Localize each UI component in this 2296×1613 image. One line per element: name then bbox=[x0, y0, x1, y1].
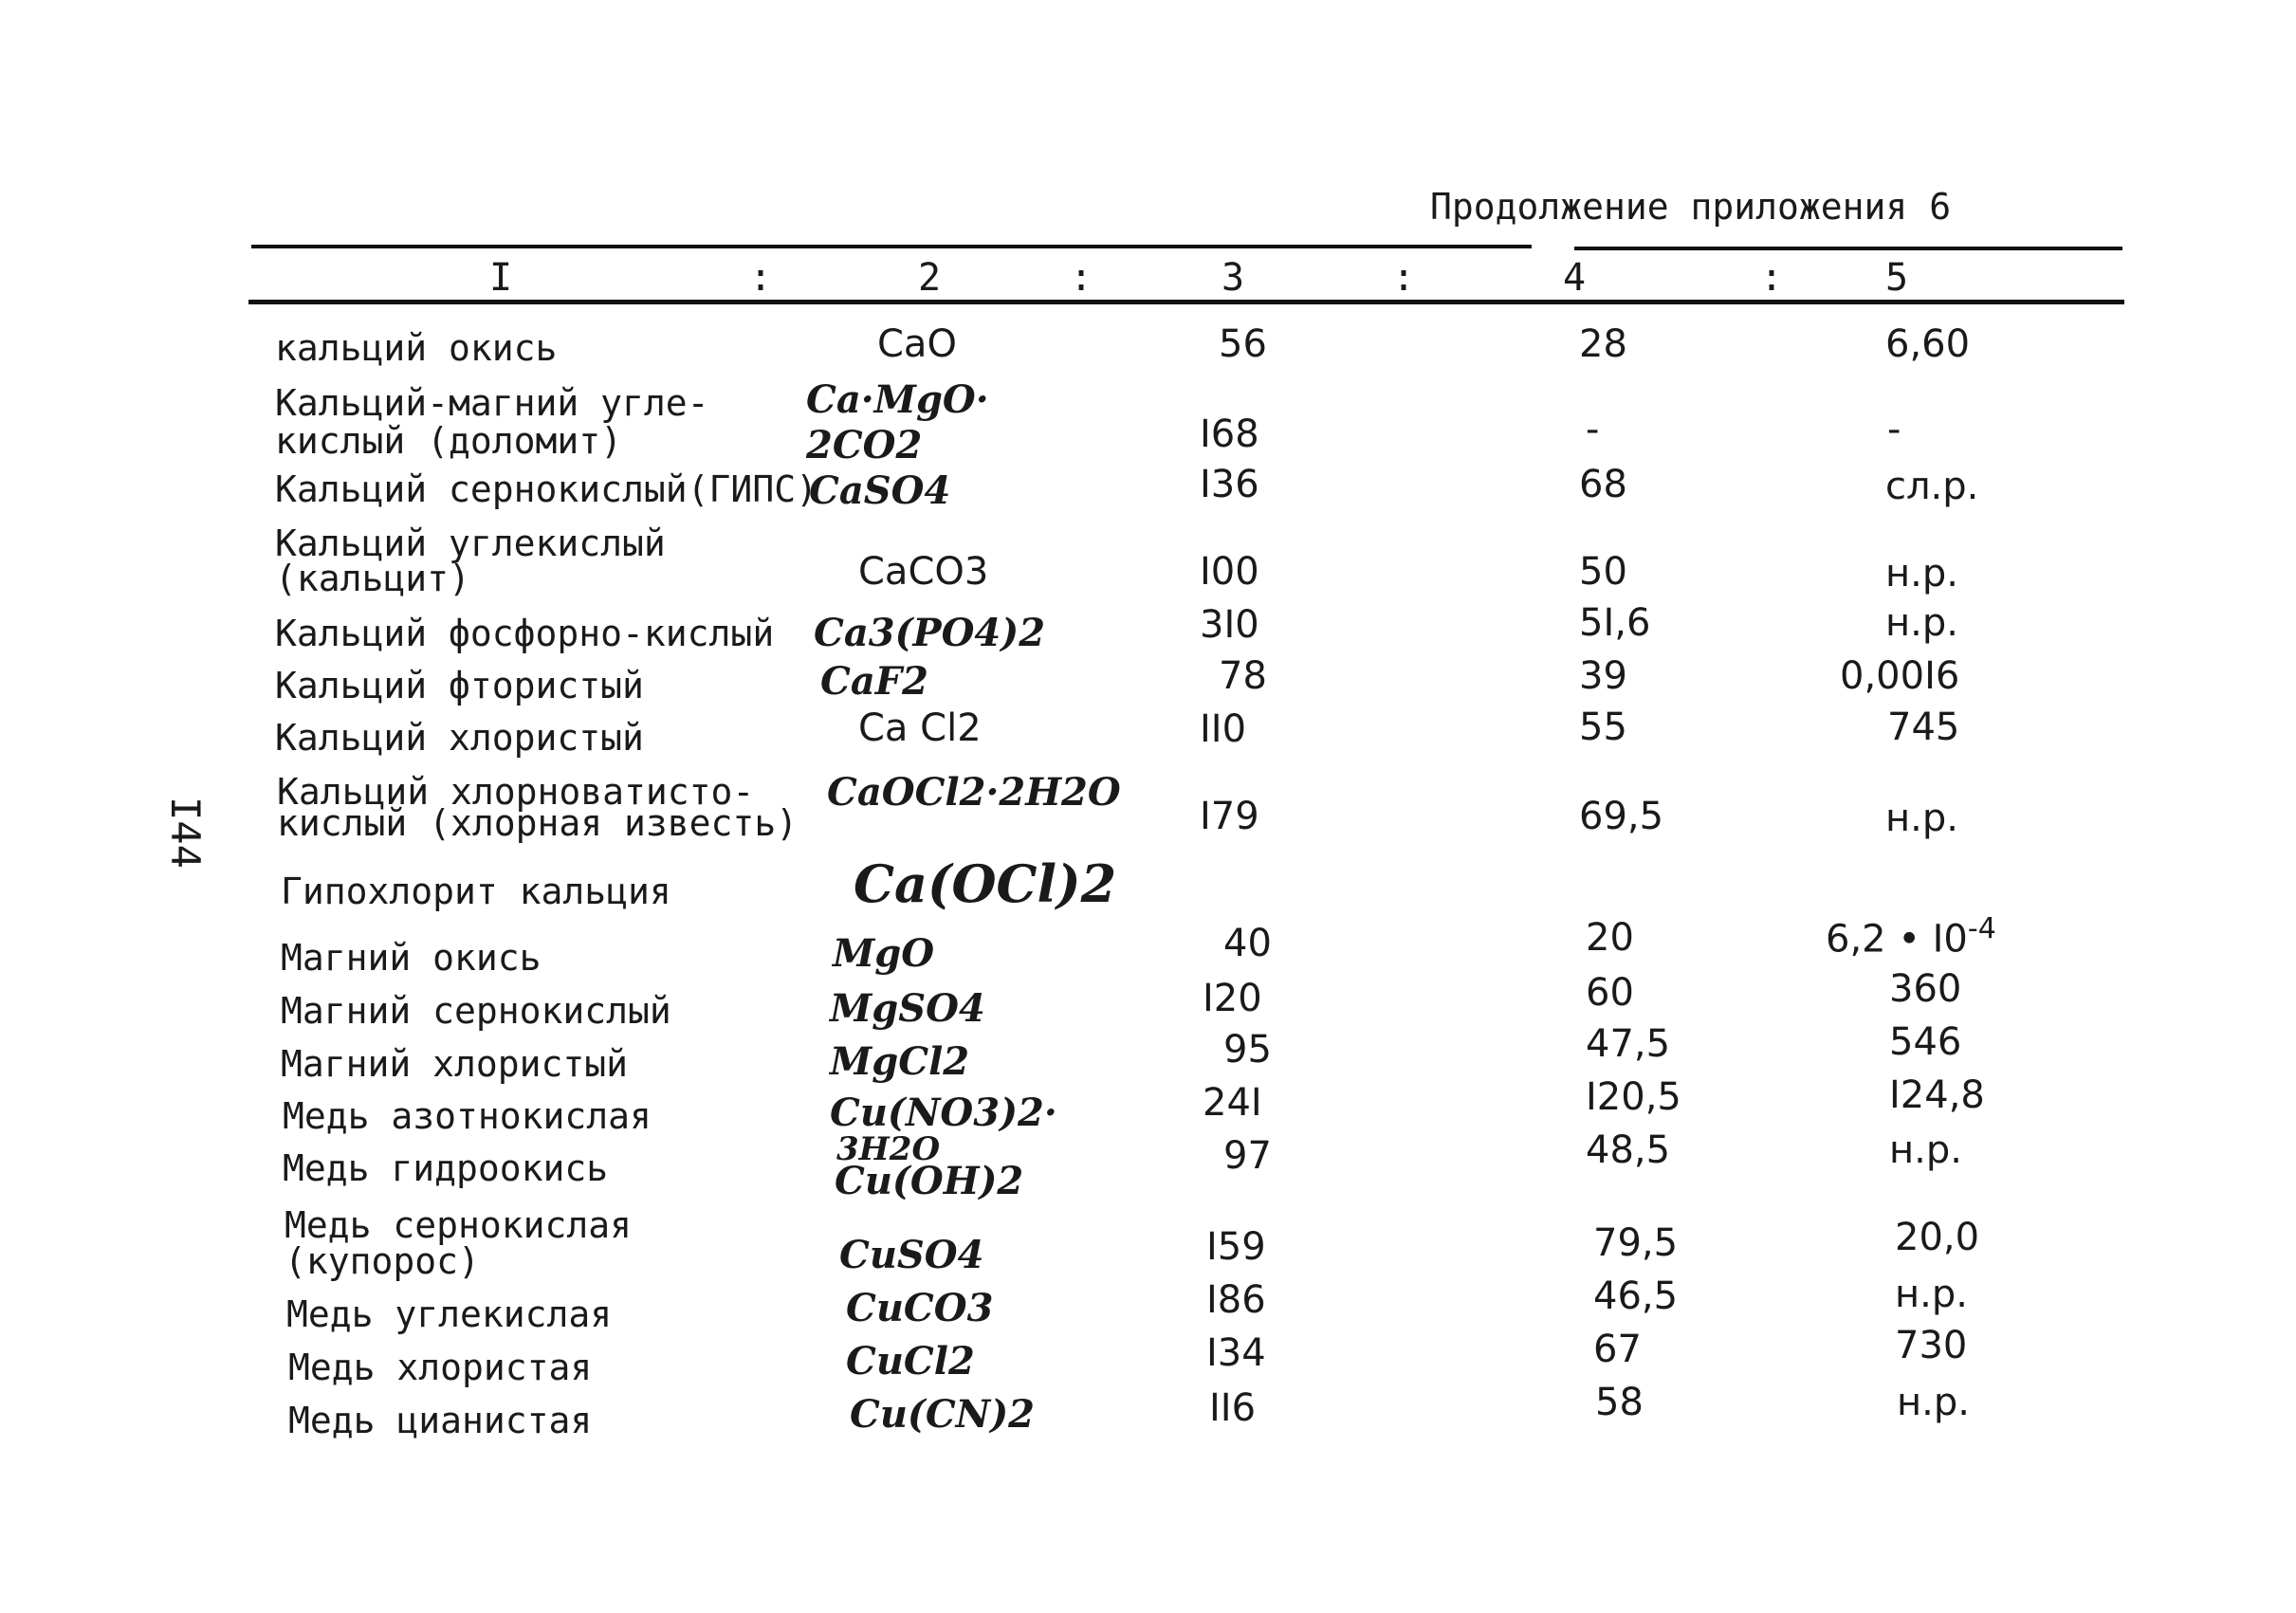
column-separator: : bbox=[1392, 256, 1416, 300]
row-solubility: н.р. bbox=[1885, 797, 1958, 840]
row-solubility: н.р. bbox=[1885, 552, 1958, 596]
row-name: Гипохлорит кальция bbox=[281, 871, 671, 912]
row-equivalent: 69,5 bbox=[1579, 795, 1664, 838]
row-equivalent: 46,5 bbox=[1593, 1274, 1679, 1318]
column-separator: : bbox=[1760, 256, 1784, 300]
row-solubility: - bbox=[1887, 408, 1901, 451]
row-formula: Ca(OCl)2 bbox=[854, 853, 1117, 914]
column-header-2: 2 bbox=[918, 256, 942, 300]
row-name: Медь углекислая bbox=[286, 1293, 613, 1335]
row-name: Кальций углекислый bbox=[275, 522, 666, 564]
row-mass: I20 bbox=[1203, 977, 1262, 1020]
row-name: Магний сернокислый bbox=[281, 990, 671, 1032]
row-solubility: н.р. bbox=[1885, 601, 1958, 645]
header-bottom-rule bbox=[248, 300, 2124, 304]
row-name: Кальций сернокислый(ГИПС) bbox=[275, 468, 817, 510]
table-top-rule-right bbox=[1574, 247, 2122, 250]
row-equivalent: 47,5 bbox=[1586, 1022, 1671, 1066]
row-name: кислый (хлорная известь) bbox=[277, 802, 799, 844]
row-name: Кальций фосфорно-кислый bbox=[275, 613, 775, 654]
row-equivalent: 55 bbox=[1579, 706, 1627, 749]
row-name: Кальций хлорноватисто- bbox=[277, 771, 755, 813]
row-solubility: сл.р. bbox=[1885, 465, 1979, 508]
row-formula: Ca3(PO4)2 bbox=[814, 611, 1046, 655]
row-formula: CaSO4 bbox=[809, 468, 951, 513]
row-solubility: 0,00I6 bbox=[1840, 654, 1960, 698]
row-name: кальций окись bbox=[275, 327, 558, 369]
row-mass: 97 bbox=[1223, 1134, 1272, 1178]
row-solubility: 6,60 bbox=[1885, 322, 1971, 366]
row-equivalent: 28 bbox=[1579, 322, 1627, 366]
row-equivalent: 50 bbox=[1579, 550, 1627, 594]
row-formula: Cu(OH)2 bbox=[835, 1159, 1024, 1203]
row-mass: II6 bbox=[1209, 1386, 1257, 1430]
row-solubility: 20,0 bbox=[1895, 1216, 1980, 1259]
row-equivalent: I20,5 bbox=[1586, 1075, 1681, 1119]
row-solubility: 546 bbox=[1889, 1020, 1962, 1064]
column-header-1: I bbox=[489, 256, 513, 300]
row-formula: 3H2O bbox=[836, 1130, 941, 1168]
row-name: Медь азотнокислая bbox=[283, 1095, 652, 1137]
row-name: (кальцит) bbox=[275, 558, 470, 599]
row-solubility: н.р. bbox=[1889, 1128, 1962, 1172]
row-equivalent: 5I,6 bbox=[1579, 601, 1651, 645]
row-mass: 78 bbox=[1219, 654, 1267, 698]
page-number: I44 bbox=[162, 797, 209, 869]
row-mass: I79 bbox=[1200, 795, 1259, 838]
row-mass: I86 bbox=[1206, 1278, 1266, 1322]
row-equivalent: 39 bbox=[1579, 654, 1627, 698]
row-name: Медь хлористая bbox=[288, 1347, 593, 1388]
row-formula: MgSO4 bbox=[830, 986, 985, 1031]
row-mass: I34 bbox=[1206, 1331, 1266, 1375]
column-header-5: 5 bbox=[1885, 256, 1909, 300]
row-equivalent: 68 bbox=[1579, 463, 1627, 506]
row-mass: 3I0 bbox=[1200, 603, 1259, 647]
row-name: Кальций хлористый bbox=[275, 717, 644, 759]
row-mass: I00 bbox=[1200, 550, 1259, 594]
row-formula: 2CO2 bbox=[806, 423, 923, 467]
table-top-rule bbox=[251, 245, 1532, 248]
row-formula: Ca Cl2 bbox=[858, 706, 982, 750]
row-formula: CaCO3 bbox=[858, 550, 989, 594]
row-formula: CaO bbox=[877, 322, 957, 366]
row-solubility-exponent: -4 bbox=[1967, 912, 1996, 945]
row-solubility: I24,8 bbox=[1889, 1073, 1985, 1117]
row-mass: I36 bbox=[1200, 463, 1259, 506]
row-name: Кальций фтористый bbox=[275, 665, 644, 706]
row-formula: CuCl2 bbox=[846, 1339, 975, 1384]
row-equivalent: 67 bbox=[1593, 1328, 1642, 1371]
row-formula: Ca·MgO· bbox=[806, 377, 989, 422]
row-equivalent: 79,5 bbox=[1593, 1221, 1679, 1265]
row-solubility: 730 bbox=[1895, 1324, 1968, 1367]
column-separator: : bbox=[1070, 256, 1093, 300]
column-header-4: 4 bbox=[1563, 256, 1587, 300]
row-name: Магний хлористый bbox=[281, 1043, 629, 1085]
row-mass: 56 bbox=[1219, 322, 1267, 366]
row-formula: Cu(NO3)2· bbox=[830, 1091, 1057, 1135]
row-solubility: 360 bbox=[1889, 967, 1962, 1011]
row-mass: II0 bbox=[1200, 707, 1247, 751]
row-equivalent: 48,5 bbox=[1586, 1128, 1671, 1172]
row-solubility-base: 6,2 • I0 bbox=[1826, 917, 1968, 962]
row-mass: 95 bbox=[1223, 1028, 1272, 1072]
column-separator: : bbox=[749, 256, 773, 300]
row-name: Магний окись bbox=[281, 937, 542, 979]
row-name: Медь цианистая bbox=[288, 1400, 593, 1441]
row-equivalent: 20 bbox=[1586, 916, 1634, 960]
row-formula: CaOCl2·2H2O bbox=[827, 770, 1121, 815]
row-name: Медь сернокислая bbox=[285, 1204, 633, 1246]
row-name: Медь гидроокись bbox=[283, 1147, 609, 1189]
column-header-3: 3 bbox=[1221, 256, 1245, 300]
row-solubility: н.р. bbox=[1895, 1273, 1968, 1316]
row-mass: 24I bbox=[1203, 1081, 1262, 1125]
row-mass: I68 bbox=[1200, 412, 1259, 456]
row-name: (купорос) bbox=[285, 1240, 480, 1282]
row-formula: CuCO3 bbox=[846, 1286, 994, 1330]
row-equivalent: - bbox=[1586, 408, 1600, 451]
row-solubility: н.р. bbox=[1897, 1381, 1970, 1424]
row-formula: CuSO4 bbox=[839, 1233, 984, 1277]
row-equivalent: 60 bbox=[1586, 971, 1634, 1015]
row-formula: Cu(CN)2 bbox=[850, 1392, 1035, 1437]
row-formula: MgO bbox=[833, 931, 935, 976]
row-name: кислый (доломит) bbox=[275, 420, 623, 462]
continuation-caption: Продолжение приложения 6 bbox=[1430, 186, 1952, 228]
row-solubility: 745 bbox=[1887, 706, 1960, 749]
row-solubility bbox=[1826, 912, 1996, 961]
row-name: Кальций-магний угле- bbox=[275, 382, 709, 424]
row-mass: 40 bbox=[1223, 922, 1272, 965]
row-formula: MgCl2 bbox=[830, 1039, 970, 1084]
row-equivalent: 58 bbox=[1595, 1381, 1644, 1424]
row-formula: CaF2 bbox=[820, 659, 928, 704]
row-mass: I59 bbox=[1206, 1225, 1266, 1269]
